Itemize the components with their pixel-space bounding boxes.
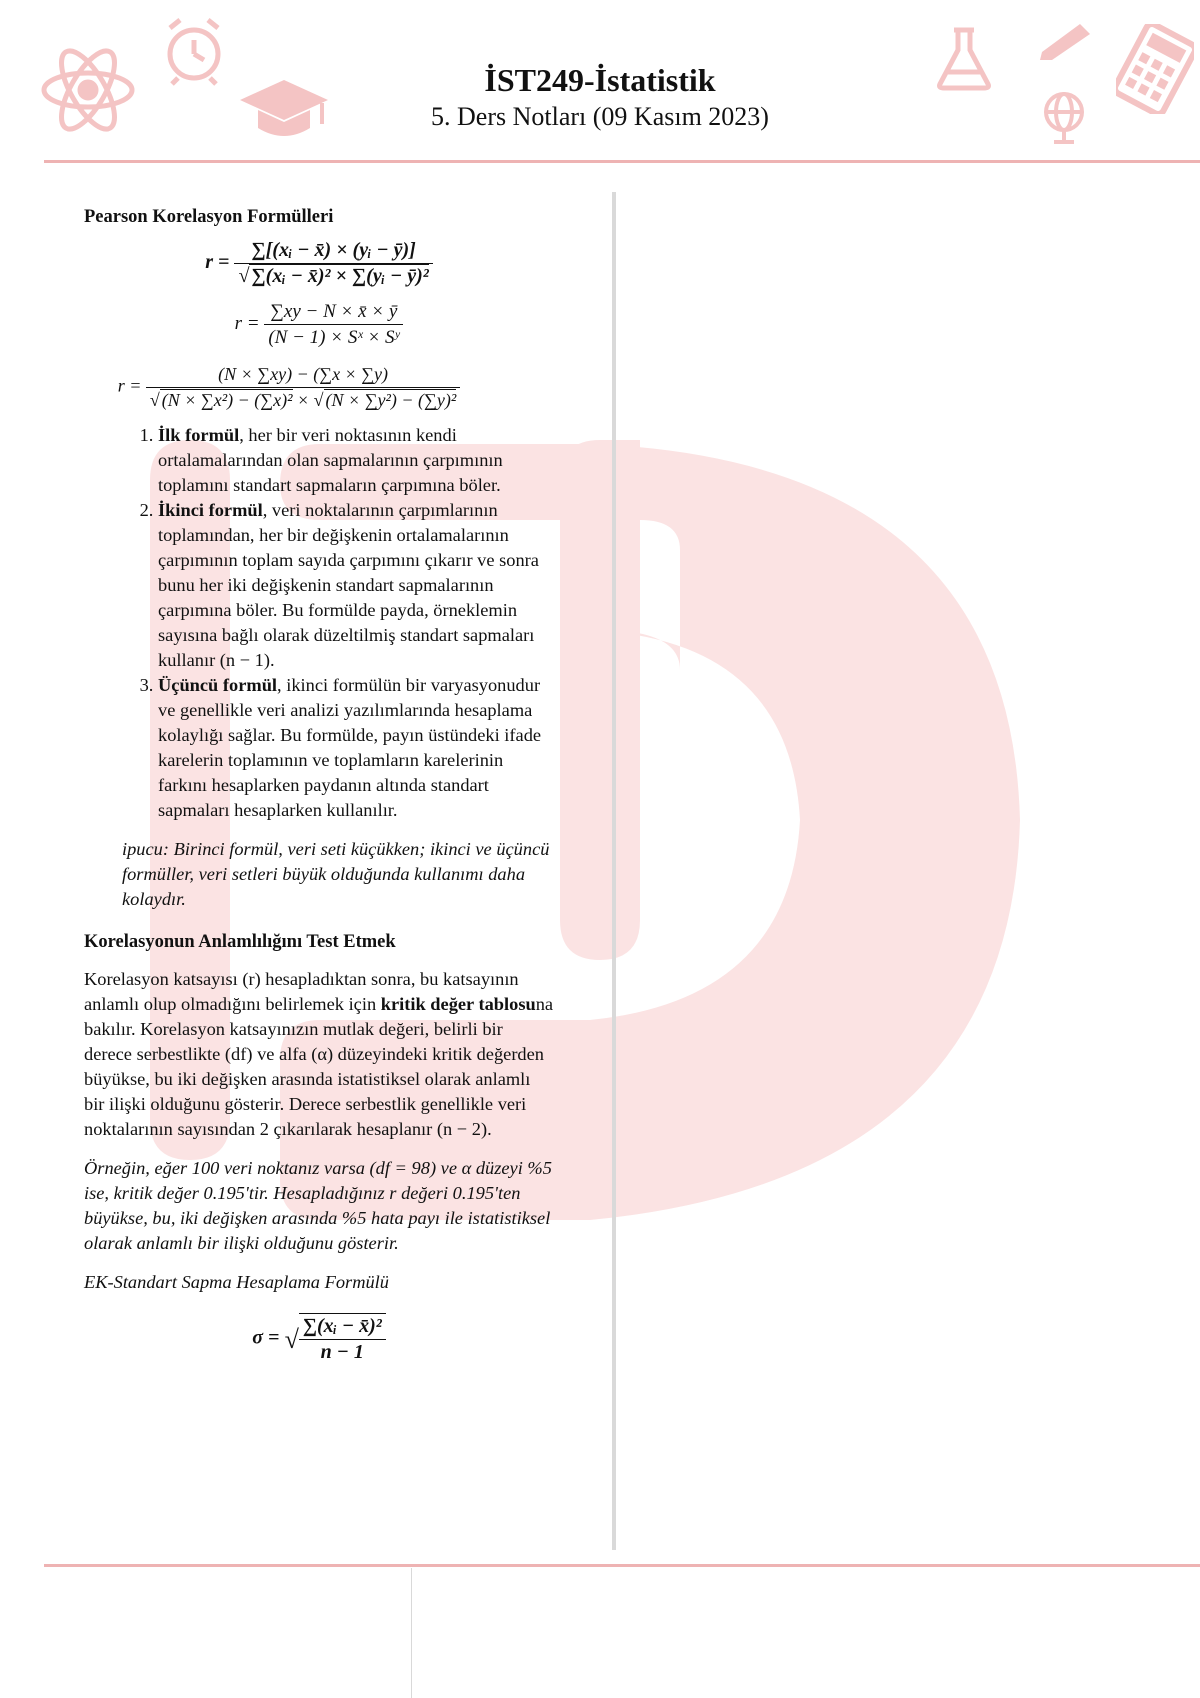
tip-note: ipucu: Birinci formül, veri seti küçükken; ikinci ve üçüncü formüller, veri setleri büyük olduğunda kullanımı daha kolaydır. bbox=[122, 839, 550, 909]
formula-1-times: × bbox=[330, 265, 352, 287]
sqrt-symbol: √ (N × ∑x²) − (∑x)² bbox=[149, 390, 293, 410]
left-column bbox=[84, 205, 554, 1365]
appendix-title: EK-Standart Sapma Hesaplama Formülü bbox=[84, 1272, 389, 1292]
formula-3-times: × bbox=[292, 390, 314, 410]
footer-column-divider bbox=[411, 1568, 412, 1698]
header-divider bbox=[44, 160, 1200, 163]
formula-3-fraction bbox=[146, 362, 460, 413]
page-title: İST249-İstatistik bbox=[484, 62, 716, 98]
critical-value-table-term: kritik değer tablosu bbox=[380, 994, 536, 1014]
page-subtitle: 5. Ders Notları (09 Kasım 2023) bbox=[431, 102, 769, 131]
list-item-bold: İlk formül bbox=[158, 425, 240, 445]
example-paragraph: Örneğin, eğer 100 veri noktanız varsa (df = 98) ve α düzeyi %5 ise, kritik değer 0.195'tir. Hesapladığınız r değeri 0.195'ten büyükse, bu, iki değişken arasında %5 hata payı ile istatistiksel olarak anlamlı bir ilişki olduğunu gösterir. bbox=[84, 1158, 552, 1253]
sigma-lhs: σ = bbox=[252, 1326, 280, 1349]
list-item-text: , her bir veri noktasının kendi ortalamalarından olan sapmalarının çarpımının toplamını standart sapmaların çarpımına böler. bbox=[158, 425, 503, 495]
list-item bbox=[158, 498, 554, 673]
formula-3-lhs: r = bbox=[117, 375, 142, 396]
sigma-numerator: ∑(xᵢ − x̄)² bbox=[302, 1315, 382, 1337]
formula-2 bbox=[84, 299, 554, 350]
column-divider bbox=[612, 192, 616, 1550]
formula-explanations-list bbox=[84, 423, 554, 823]
sqrt-symbol: √ (N × ∑y²) − (∑y)² bbox=[313, 390, 457, 410]
formula-2-numerator: ∑xy − N × x̄ × ȳ bbox=[270, 301, 398, 322]
list-item-text: , ikinci formülün bir varyasyonudur ve genellikle veri analizi yazılımlarında hesaplama kolaylığı sağlar. Bu formülde, payın üstündeki ifade karelerin toplamının ve toplamların karelerinin farkını hesaplarken paydanın altında standart sapmaları hesaplarken kullanılır. bbox=[158, 675, 542, 820]
significance-text-a: Korelasyon katsayısı (r) hesapladıktan sonra, bu katsayının anlamlı olup olmadığını belirlemek için bbox=[84, 969, 519, 1014]
section-heading-pearson: Pearson Korelasyon Formülleri bbox=[84, 207, 334, 227]
formula-3-denominator bbox=[146, 387, 460, 413]
formula-1-sum-x: ∑(xᵢ − x̄)² bbox=[251, 265, 331, 287]
pencil-icon bbox=[1036, 16, 1096, 60]
section-heading-significance: Korelasyonun Anlamlılığını Test Etmek bbox=[84, 932, 396, 952]
formula-2-fraction bbox=[264, 299, 403, 350]
footer-divider bbox=[44, 1564, 1200, 1567]
formula-1-sum-y: ∑(yᵢ − ȳ)² bbox=[351, 265, 429, 287]
list-item-text: , veri noktalarının çarpımlarının toplamından, her bir değişkenin ortalamalarının çarpımının toplam sayıda çarpımını çıkarır ve sonra bunu her iki değişkenin standart sapmalarının çarpımına böler. Bu formülde payda, örneklemin sayısına bağlı olarak düzeltilmiş standart sapmaları kullanır (n − 1). bbox=[158, 500, 539, 670]
list-item-bold: Üçüncü formül bbox=[158, 675, 278, 695]
list-item-bold: İkinci formül bbox=[158, 500, 263, 520]
significance-paragraph bbox=[84, 967, 554, 1142]
list-item bbox=[158, 673, 554, 823]
formula-1 bbox=[84, 238, 554, 289]
formula-2-denominator: (N − 1) × Sˣ × Sʸ bbox=[264, 324, 403, 350]
formula-3 bbox=[18, 362, 560, 413]
formula-1-denominator bbox=[234, 263, 432, 289]
formula-1-numerator: ∑[(xᵢ − x̄) × (yᵢ − ȳ)] bbox=[251, 239, 416, 261]
formula-3-den-right: (N × ∑y²) − (∑y)² bbox=[325, 390, 457, 410]
significance-text-b: na bakılır. Korelasyon katsayınızın mutlak değeri, belirli bir derece serbestlikte (df) ve alfa (α) düzeyindeki kritik değerden büyükse, bu iki değişken arasında istatistiksel olarak anlamlı bir ilişki olduğunu gösterir. Derece serbestlik genellikle veri noktalarının sayısından 2 çıkarılarak hesaplanır (n − 2). bbox=[84, 994, 554, 1139]
sqrt-symbol: √ bbox=[284, 1324, 299, 1354]
formula-1-lhs: r = bbox=[205, 251, 230, 274]
sqrt-symbol: √ ∑(xᵢ − x̄)² × ∑(yᵢ − ȳ)² bbox=[238, 265, 429, 287]
list-item bbox=[158, 423, 554, 498]
formula-3-numerator: (N × ∑xy) − (∑x × ∑y) bbox=[218, 364, 389, 384]
sigma-denominator: n − 1 bbox=[299, 1339, 386, 1365]
std-dev-formula bbox=[84, 1313, 554, 1365]
formula-1-fraction bbox=[234, 238, 432, 289]
formula-2-lhs: r = bbox=[234, 312, 260, 334]
sigma-fraction bbox=[299, 1313, 386, 1365]
formula-3-den-left: (N × ∑x²) − (∑x)² bbox=[161, 390, 293, 410]
